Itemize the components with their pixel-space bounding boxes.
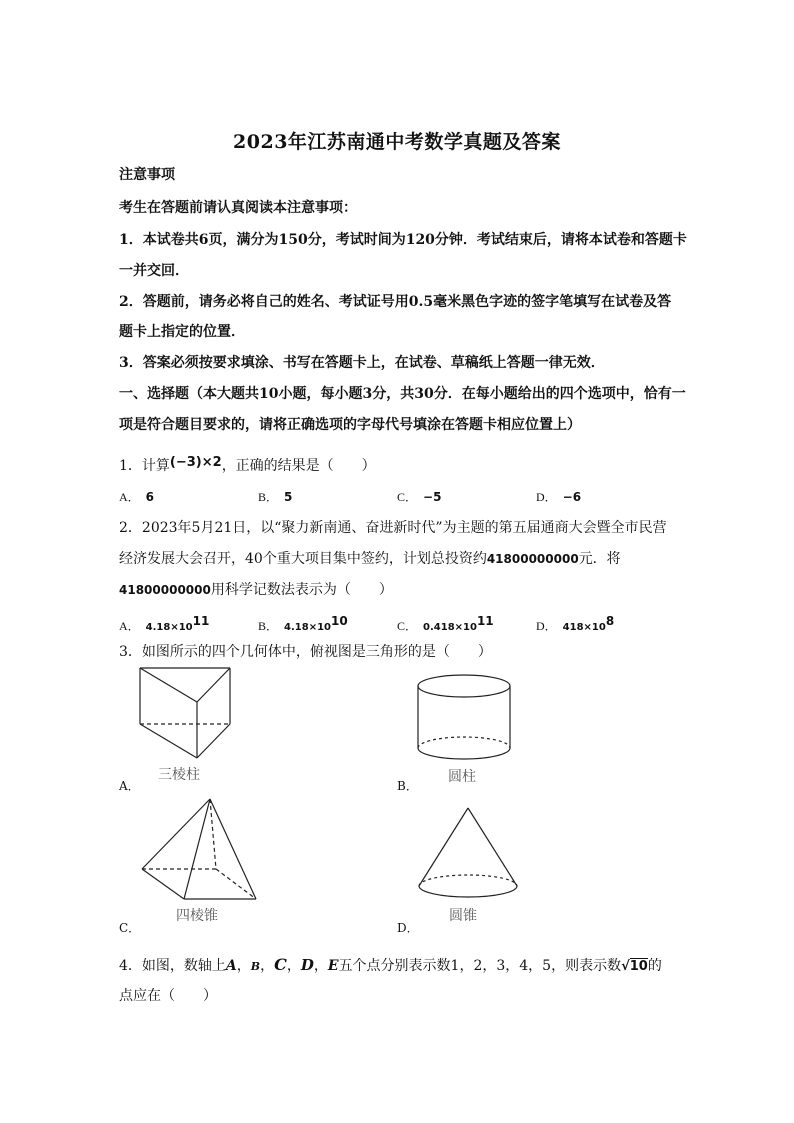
point-b: B xyxy=(250,960,261,973)
q1-option-a[interactable]: A． 6 xyxy=(119,490,155,504)
caption-c: 四棱锥 xyxy=(176,908,218,924)
question-1 xyxy=(119,456,679,477)
q3-text: 3．如图所示的四个几何体中，俯视图是三角形的是（ ） xyxy=(119,644,492,660)
q2-line3 xyxy=(119,580,679,600)
square-pyramid-figure[interactable] xyxy=(138,797,262,905)
q4-prefix: 4．如图，数轴上 xyxy=(119,958,226,974)
cone-figure[interactable] xyxy=(416,806,520,902)
sqrt-radicand: 10 xyxy=(629,959,648,974)
q2-line2-text: 经济发展大会召开，40个重大项目集中签约，计划总投资约 xyxy=(119,551,487,567)
notice-item-3: 3．答案必须按要求填涂、书写在答题卡上，在试卷、草稿纸上答题一律无效． xyxy=(119,355,605,371)
notice-item-2-cont: 题卡上指定的位置． xyxy=(119,324,245,340)
point-d: D xyxy=(300,956,314,974)
page-title: 2023年江苏南通中考数学真题及答案 xyxy=(233,131,561,153)
q2-line1: 2．2023年5月21日，以“聚力新南通、奋进新时代”为主题的第五届通商大会暨全市民营 xyxy=(119,520,667,536)
figure-d-letter: D． xyxy=(397,921,419,935)
triangular-prism-figure[interactable] xyxy=(135,666,245,762)
figure-a-letter: A． xyxy=(119,779,140,793)
q1-option-c[interactable]: C． −5 xyxy=(397,490,442,504)
caption-a: 三棱柱 xyxy=(158,767,200,783)
notice-item-1: 1．本试卷共6页，满分为150分，考试时间为120分钟．考试结束后，请将本试卷和答题卡 xyxy=(119,232,687,248)
notice-heading: 注意事项 xyxy=(119,167,175,183)
q2-line2 xyxy=(119,549,679,569)
q1-option-b[interactable]: B． 5 xyxy=(258,490,293,504)
q4-line2: 点应在（ ） xyxy=(119,988,217,1004)
q2-line2-end: 元．将 xyxy=(578,551,621,567)
figure-b-letter: B． xyxy=(397,779,418,793)
sqrt-symbol: √ xyxy=(621,959,630,974)
figure-c-letter: C． xyxy=(119,921,141,935)
caption-d: 圆锥 xyxy=(449,908,477,924)
point-c: C xyxy=(274,955,287,974)
point-a: A xyxy=(225,958,237,974)
caption-b: 圆柱 xyxy=(448,769,476,785)
q1-option-d[interactable]: D． −6 xyxy=(536,490,582,504)
cylinder-figure[interactable] xyxy=(414,672,514,764)
q2-option-d[interactable]: D． $418\times 10^8$ xyxy=(536,614,615,633)
point-e: E xyxy=(327,958,339,974)
q2-option-c[interactable]: C． $0.418\times 10^{11}$ xyxy=(397,614,494,633)
notice-intro: 考生在答题前请认真阅读本注意事项： xyxy=(119,200,357,216)
q4-middle: 五个点分别表示数1，2，3，4，5，则表示数 xyxy=(338,958,622,974)
q4-line1: 4．如图，数轴上A，B，C，D，E五个点分别表示数1，2，3，4，5，则表示数√10的 xyxy=(119,955,662,974)
notice-item-1-cont: 一并交回． xyxy=(119,263,189,279)
q2-option-a[interactable]: A． $4.18\times 10^{11}$ xyxy=(119,614,210,633)
q2-number-repeat: 41800000000 xyxy=(119,583,211,597)
section1-line1: 一、选择题（本大题共10小题，每小题3分，共30分．在每小题给出的四个选项中，恰有一 xyxy=(119,386,686,402)
q2-line3-text: 用科学记数法表示为（ ） xyxy=(210,582,393,598)
q1-suffix: ，正确的结果是（ ） xyxy=(221,458,376,474)
notice-item-2: 2．答题前，请务必将自己的姓名、考试证号用0.5毫米黑色字迹的签字笔填写在试卷及答 xyxy=(119,294,672,310)
q2-number: 41800000000 xyxy=(486,552,579,566)
q1-expression: (−3)×2 xyxy=(169,455,222,470)
q2-option-b[interactable]: B． $4.18\times 10^{10}$ xyxy=(258,614,348,633)
q4-suffix: 的 xyxy=(647,958,662,974)
section1-line2: 项是符合题目要求的，请将正确选项的字母代号填涂在答题卡相应位置上） xyxy=(119,417,581,433)
q1-prefix: 1．计算 xyxy=(119,458,170,474)
